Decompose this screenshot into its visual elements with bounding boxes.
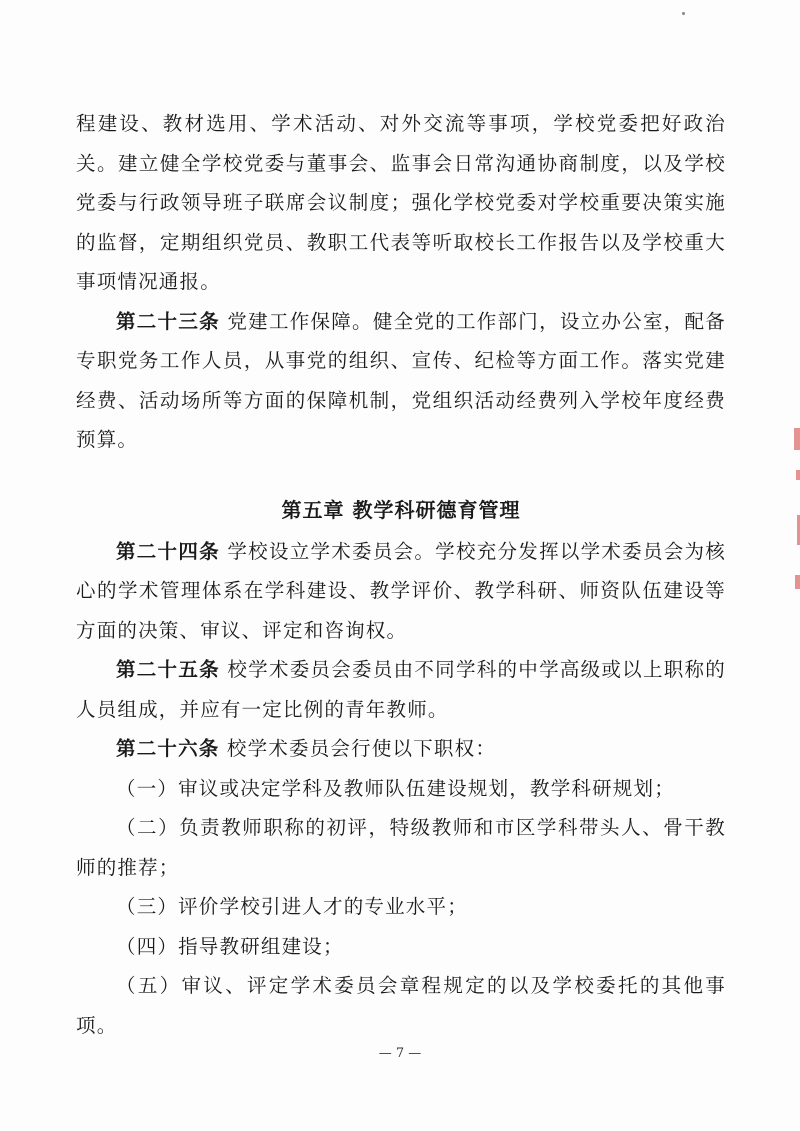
list-item-text: （二）负责教师职称的初评，特级教师和市区学科带头人、骨干教师的推荐； [76, 816, 726, 879]
seal-edge-fragment [796, 470, 800, 480]
article-24 [76, 532, 726, 651]
article-23 [76, 302, 726, 460]
list-item-4 [76, 927, 726, 967]
article-number: 第二十五条 [116, 658, 220, 681]
list-item-1 [76, 769, 726, 809]
scan-speck [682, 12, 685, 15]
list-item-text: （四）指导教研组建设； [116, 934, 344, 958]
paragraph-continuation [76, 104, 726, 302]
document-body [76, 104, 726, 1045]
paragraph-text: 学校设立学术委员会。学校充分发挥以学术委员会为核心的学术管理体系在学科建设、教学评价、教学科研、师资队伍建设等方面的决策、审议、评定和咨询权。 [76, 539, 726, 642]
chapter-title: 第五章 教学科研德育管理 [281, 497, 521, 522]
page-number: — 7 — [378, 1046, 422, 1061]
paragraph-text: 校学术委员会行使以下职权： [219, 737, 497, 760]
seal-edge-fragment [794, 428, 800, 450]
list-item-text: （一）审议或决定学科及教师队伍建设规划，教学科研规划； [116, 776, 675, 800]
list-item-3 [76, 887, 726, 927]
paragraph-text: 校学术委员会委员由不同学科的中学高级或以上职称的人员组成，并应有一定比例的青年教师。 [76, 658, 726, 721]
paragraph-text: 党建工作保障。健全党的工作部门，设立办公室，配备专职党务工作人员，从事党的组织、宣传、纪检等方面工作。落实党建经费、活动场所等方面的保障机制，党组织活动经费列入学校年度经费预算。 [76, 309, 726, 451]
article-number: 第二十三条 [116, 309, 220, 333]
list-item-text: （三）评价学校引进人才的专业水平； [116, 895, 468, 918]
article-number: 第二十六条 [116, 737, 220, 760]
list-item-text: （五）审议、评定学术委员会章程规定的以及学校委托的其他事项。 [76, 974, 726, 1037]
article-26 [76, 729, 726, 769]
paragraph-text: 程建设、教材选用、学术活动、对外交流等事项，学校党委把好政治关。建立健全学校党委与董事会、监事会日常沟通协商制度，以及学校党委与行政领导班子联席会议制度；强化学校党委对学校重要决策实施的监督，定期组织党员、教职工代表等听取校长工作报告以及学校重大事项情况通报。 [76, 112, 726, 293]
seal-edge-fragment [795, 575, 800, 589]
list-item-5 [76, 966, 726, 1045]
article-25 [76, 650, 726, 729]
list-item-2 [76, 808, 726, 887]
article-number: 第二十四条 [116, 539, 220, 563]
